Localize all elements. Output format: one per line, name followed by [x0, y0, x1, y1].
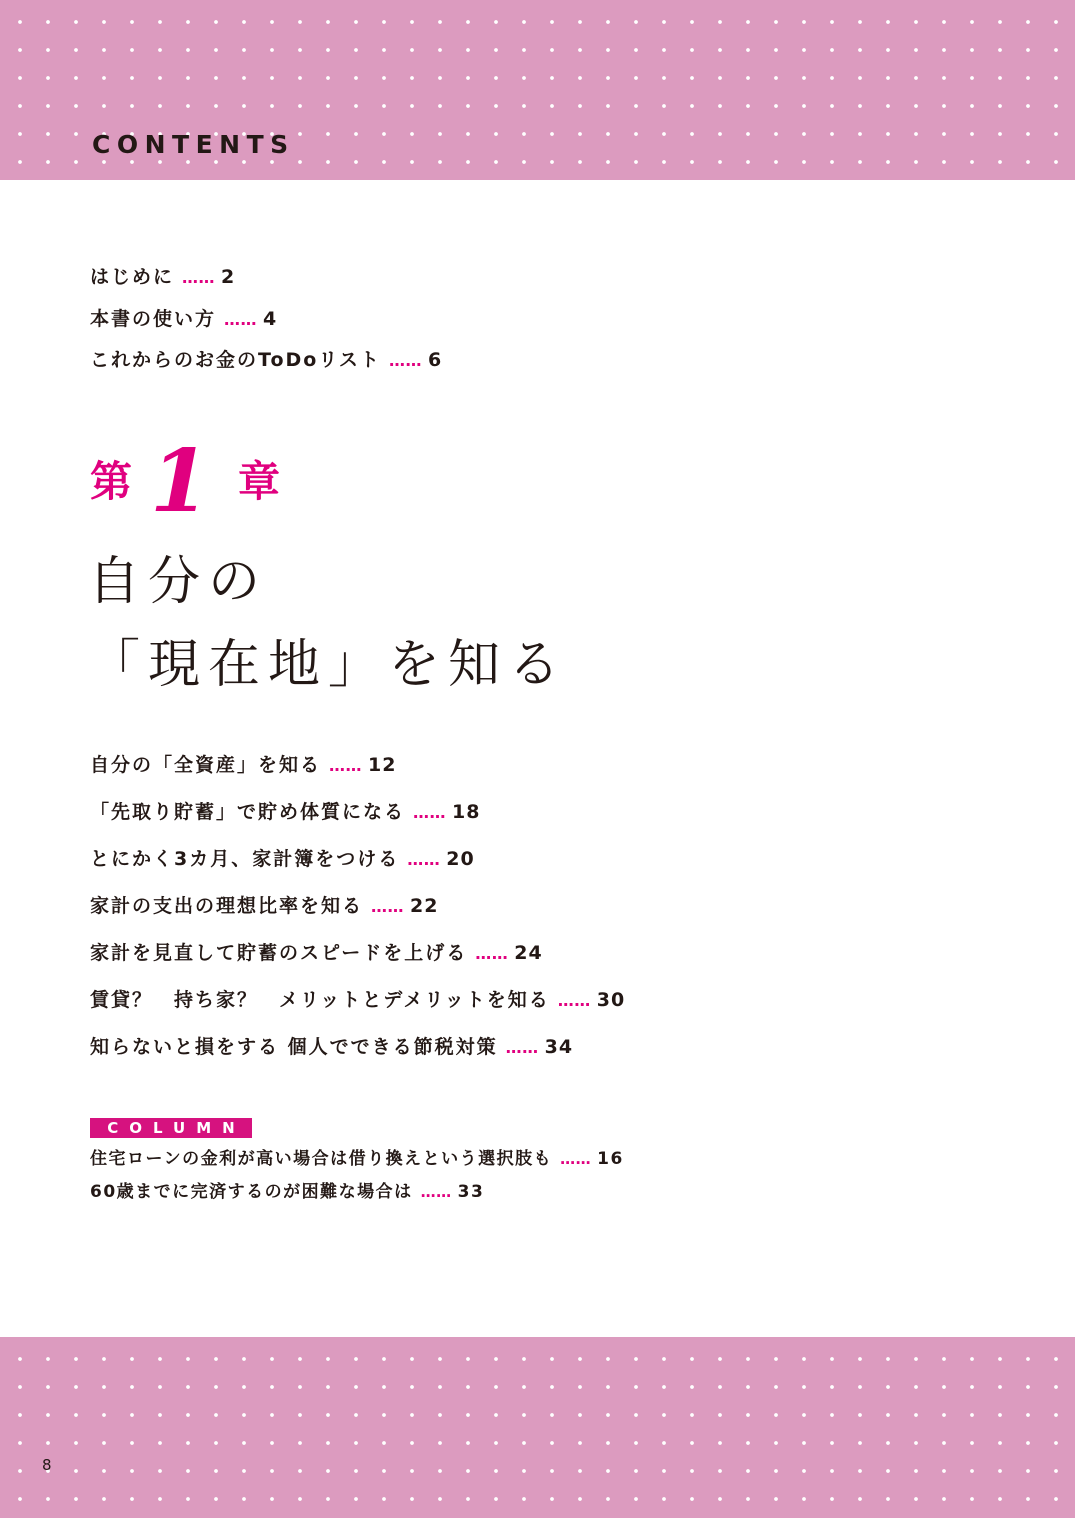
section-entry-title: 知らないと損をする 個人でできる節税対策: [90, 1036, 498, 1058]
toc-entry-title: 本書の使い方: [90, 308, 217, 330]
section-entry-title: 賃貸？ 持ち家？ メリットとデメリットを知る: [90, 989, 550, 1011]
toc-page-number: 33: [457, 1182, 485, 1202]
chapter-number: 1: [150, 431, 210, 532]
chapter-title-line1: 自分の: [88, 552, 269, 612]
toc-page-number: 20: [446, 848, 475, 870]
section-entry[interactable]: [90, 1034, 573, 1061]
toc-leader: ……: [224, 310, 258, 329]
section-entry-title: 「先取り貯蓄」で貯め体質になる: [90, 801, 406, 823]
toc-page-number: 34: [544, 1036, 574, 1058]
section-entry-title: とにかく3カ月、家計簿をつける: [90, 848, 400, 870]
toc-page-number: 22: [410, 895, 439, 917]
toc-page-number: 6: [427, 349, 443, 371]
column-entry-title: 住宅ローンの金利が高い場合は借り換えという選択肢も: [90, 1149, 553, 1169]
column-badge: COLUMN: [90, 1118, 252, 1138]
section-entry[interactable]: [90, 846, 475, 873]
toc-leader: ……: [371, 897, 405, 916]
toc-leader: ……: [413, 803, 447, 822]
section-entry-title: 家計の支出の理想比率を知る: [90, 895, 364, 917]
toc-entry-title: はじめに: [90, 266, 175, 288]
toc-leader: ……: [182, 268, 216, 287]
toc-page-number: 30: [596, 989, 626, 1011]
section-entry-title: 自分の「全資産」を知る: [90, 754, 322, 776]
page-number: 8: [42, 1456, 52, 1474]
section-entry[interactable]: [90, 752, 396, 779]
toc-page-number: 12: [368, 754, 397, 776]
toc-page-number: 18: [452, 801, 481, 823]
toc-entry[interactable]: [90, 347, 442, 374]
column-entry[interactable]: [90, 1147, 624, 1171]
column-entry-title: 60歳までに完済するのが困難な場合は: [90, 1182, 413, 1202]
toc-entry[interactable]: [90, 264, 235, 291]
toc-leader: ……: [388, 351, 422, 370]
toc-entry[interactable]: [90, 306, 277, 333]
toc-leader: ……: [505, 1038, 539, 1057]
toc-page-number: 24: [514, 942, 543, 964]
section-entry-title: 家計を見直して貯蓄のスピードを上げる: [90, 942, 468, 964]
chapter-suffix: 章: [238, 457, 281, 506]
column-entry[interactable]: [90, 1180, 484, 1204]
toc-entry-title: これからのお金のToDoリスト: [90, 349, 381, 371]
toc-leader: ……: [420, 1183, 452, 1201]
toc-page-number: 2: [221, 266, 236, 288]
section-entry[interactable]: [90, 940, 543, 967]
toc-leader: ……: [329, 756, 363, 775]
contents-heading: CONTENTS: [92, 130, 295, 159]
toc-leader: ……: [557, 991, 591, 1010]
section-entry[interactable]: [90, 893, 438, 920]
toc-page-number: 4: [263, 308, 278, 330]
toc-page-number: 16: [597, 1149, 624, 1169]
toc-leader: ……: [475, 944, 509, 963]
chapter-title-line2: 「現在地」を知る: [88, 635, 569, 695]
chapter-prefix: 第: [90, 457, 133, 506]
toc-leader: ……: [407, 850, 441, 869]
section-entry[interactable]: [90, 987, 625, 1014]
toc-leader: ……: [560, 1150, 592, 1168]
footer-band: [0, 1337, 1075, 1518]
section-entry[interactable]: [90, 799, 480, 826]
